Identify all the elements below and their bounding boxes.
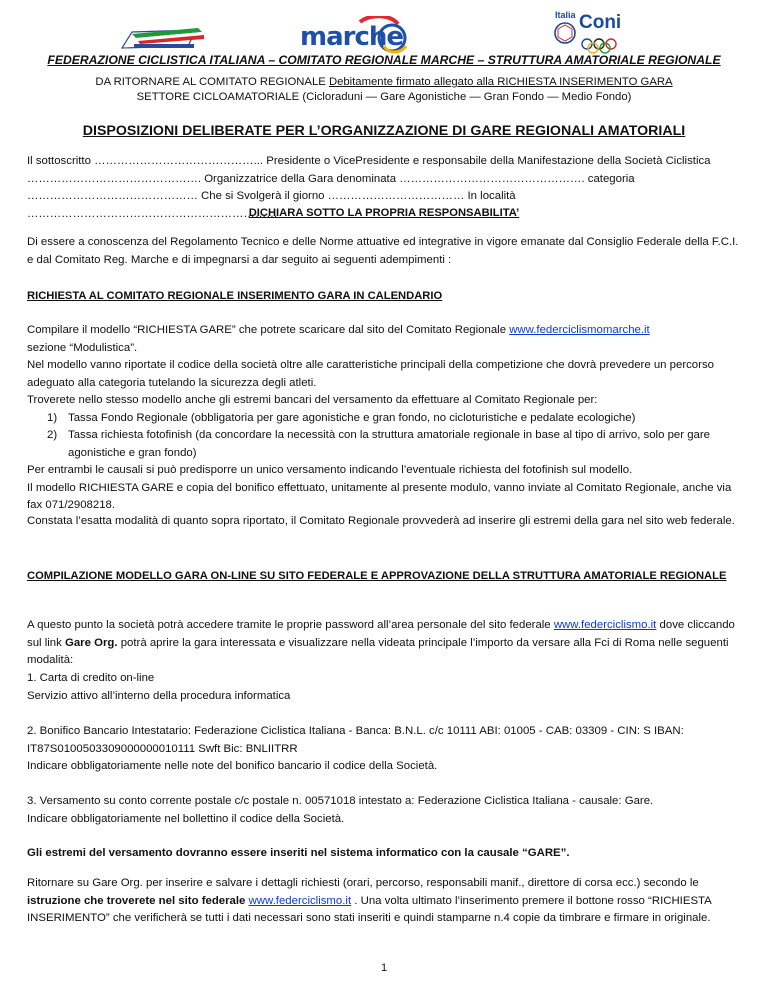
logo-bar [0,8,768,58]
return-instructions-prefix: DA RITORNARE AL COMITATO REGIONALE [95,76,329,88]
return-instructions-underlined: Debitamente firmato allegato alla RICHIESTA INSERIMENTO GARA [328,76,673,88]
section1-body [27,322,745,515]
section1-heading: RICHIESTA AL COMITATO REGIONALE INSERIMENTO GARA IN CALENDARIO [27,290,443,302]
page-number: 1 [380,962,388,974]
section1-para-a-text: Compilare il modello “RICHIESTA GARE” che potrete scaricare dal sito del Comitato Regionale [27,324,510,336]
payment-option-2-title: 2. Bonifico Bancario Intestatario: Federazione Ciclistica Italiana - Banca: B.N.L. c/c 10111 ABI: 01005 - CAB: 03309 - CIN: S IBAN: IT87S0100503309000000010111 Swft Bic: BNLIITRR [27,725,684,755]
final-instructions-end: . Una volta ultimato l’inserimento premere il bottone rosso “RICHIESTA INSERIMENTO” che verificherà se tutti i dati necessari sono stati inseriti e quindi stamparne n.4 copie da timbrare e firmare in originale. [27,894,712,924]
fee-list [27,410,745,463]
section1-para-c: Troverete nello stesso modello anche gli estremi bancari del versamento da effettuare al Comitato Regionale per: [27,394,598,406]
declaration-heading: DICHIARA SOTTO LA PROPRIA RESPONSABILITA’ [248,207,520,219]
header-title: FEDERAZIONE CICLISTICA ITALIANA – COMITATO REGIONALE MARCHE – STRUTTURA AMATORIALE REGIONALE [47,53,721,67]
list-item-number: 2) [47,429,58,441]
causale-note: Gli estremi del versamento dovranno essere inseriti nel sistema informatico con la causale “GARE”. [27,847,570,859]
payment-option-1-text: Servizio attivo all’interno della procedura informatica [27,689,291,702]
section2-para-a [27,617,745,670]
section1-para-b: Nel modello vanno riportate il codice della società oltre alle caratteristiche principali della competizione che dovrà prevedere un percorso adeguato alla categoria tutelando la sicurezza degli atleti. [27,359,714,389]
section2-para-a-mid: dove cliccando sul link [27,619,735,649]
section1-para-a [27,322,745,357]
coni-word: Coni [579,12,622,33]
payment-option-2-text: Indicare obbligatoriamente nelle note del bonifico bancario il codice della Società. [27,760,438,772]
payment-option-1-title: 1. Carta di credito on-line [27,672,155,684]
federciclismomarche-link[interactable]: www.federciclismomarche.it [509,324,650,336]
payment-option-3 [27,793,745,828]
payment-option-3-text: Indicare obbligatoriamente nel bollettino il codice della Società. [27,812,345,825]
section1-para-f: Constata l’esatta modalità di quanto sopra riportato, il Comitato Regionale provvederà ad inserire gli estremi della gara nel sito web federale. [27,515,735,527]
awareness-paragraph: Di essere a conoscenza del Regolamento Tecnico e delle Norme attuative ed integrative in vigore emanate dal Consiglio Federale della F.C.I. e dal Comitato Reg. Marche e di impegnarsi a dar seguito ai seguenti adempimenti : [27,236,739,266]
final-instructions-text: Ritornare su Gare Org. per inserire e salvare i dettagli richiesti (orari, percorso, responsabili manif., direttore di corsa ecc.) secondo le [27,877,699,889]
marche-logo-text: marche [300,22,404,52]
intro-paragraph: Il sottoscritto ……………………………………... Presidente o VicePresidente e responsabile della Manifestazione della Società Ciclistica ………………………………………. Organizzatrice della Gara denominata …………………………………………. categoria ……………………………………… Che si Svolgerà il giorno ……………………………… In località ………………………………………………………… [27,155,711,220]
payment-option-1 [27,670,745,705]
payment-option-2 [27,723,745,776]
list-item-text: Tassa richiesta fotofinish (da concordare la necessità con la struttura amatoriale regionale in base al tipo di arrivo, solo per gare agonistiche e gran fondo) [68,429,711,459]
section1-para-d: Per entrambi le causali si può predisporre un unico versamento indicando l’eventuale richiesta del fotofinish sul modello. [27,464,633,476]
list-item-text: Tassa Fondo Regionale (obbligatoria per gare agonistiche e gran fondo, no cicloturistiche e pedalate ecologiche) [68,411,636,424]
federciclismo-link[interactable]: www.federciclismo.it [553,619,657,631]
fci-logo [118,22,210,52]
list-item [27,427,745,462]
section2-heading: COMPILAZIONE MODELLO GARA ON-LINE SU SITO FEDERALE E APPROVAZIONE DELLA STRUTTURA AMATORIALE REGIONALE [27,570,727,582]
section1-para-e: Il modello RICHIESTA GARE e copia del bonifico effettuato, unitamente al presente modulo, vanno inviate al Comitato Regionale, anche via fax 071/2908218. [27,481,732,511]
payment-option-3-title: 3. Versamento su conto corrente postale c/c postale n. 00571018 intestato a: Federazione Ciclistica Italiana - causale: Gare. [27,795,654,807]
marche-logo [300,16,422,56]
coni-italia-label: Italia [555,10,576,20]
final-instructions [27,875,745,928]
sector-line: SETTORE CICLOAMATORIALE (Cicloraduni — Gare Agonistiche — Gran Fondo — Medio Fondo) [136,91,632,103]
section1-para-a-end: sezione “Modulistica”. [27,341,138,354]
section2-para-a-text: A questo punto la società potrà accedere tramite le proprie password all’area personale del sito federale [27,619,554,631]
federciclismo-link-2[interactable]: www.federciclismo.it [248,894,352,907]
return-instructions [0,76,768,88]
final-instructions-bold: istruzione che troverete nel sito federale [27,894,246,907]
list-item [27,410,745,428]
page-title: DISPOSIZIONI DELIBERATE PER L’ORGANIZZAZIONE DI GARE REGIONALI AMATORIALI [82,123,686,139]
list-item-number: 1) [47,411,58,424]
olympic-rings-icon [579,38,627,54]
section2-para-a-end: potrà aprire la gara interessata e visualizzare nella videata principale l’importo da versare alla Fci di Roma nelle seguenti modalità: [27,636,729,666]
gare-org-label: Gare Org. [64,636,118,649]
